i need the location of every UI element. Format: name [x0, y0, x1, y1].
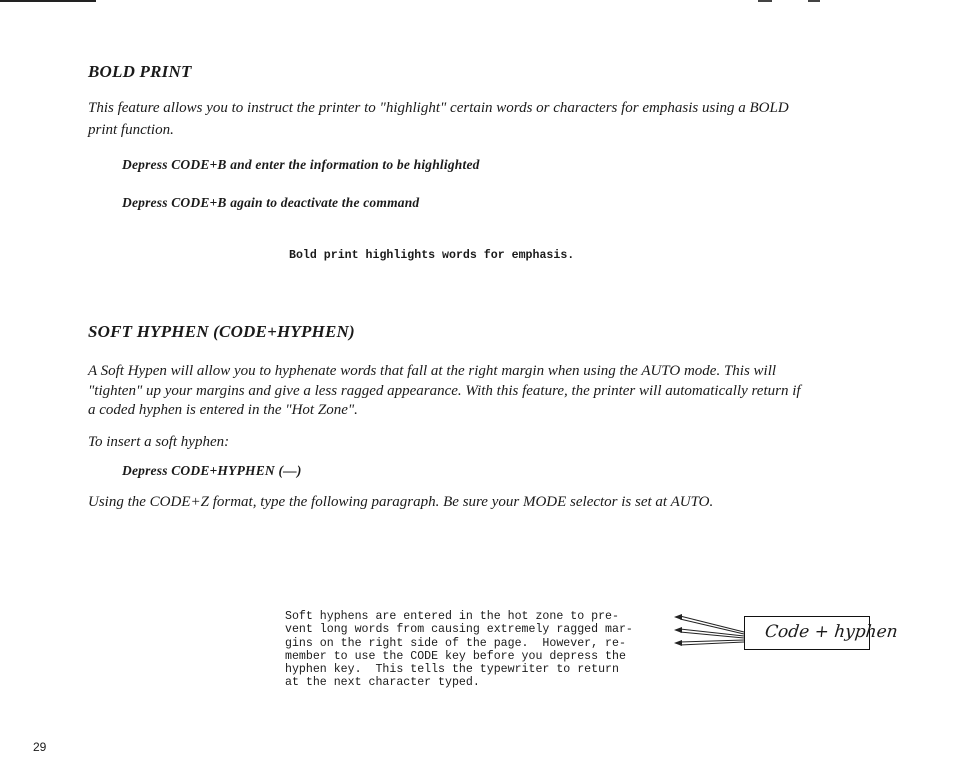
sample-paragraph	[285, 610, 633, 690]
bold-print-heading: BOLD PRINT	[88, 62, 192, 81]
sample-line: member to use the CODE key before you depress the	[285, 649, 626, 663]
bold-print-intro-line: print function.	[88, 122, 174, 138]
bold-print-step-2: Depress CODE+B again to deactivate the command	[122, 195, 420, 210]
code-hyphen-callout	[744, 616, 899, 650]
top-rule	[0, 0, 96, 2]
soft-hyphen-paragraph-line: "tighten" up your margins and give a less ragged appearance. With this feature, the printer will automatically return if	[88, 383, 801, 399]
sample-line: at the next character typed.	[285, 676, 480, 690]
bold-print-step-1: Depress CODE+B and enter the information to be highlighted	[122, 157, 480, 172]
soft-hyphen-instruction: Using the CODE+Z format, type the following paragraph. Be sure your MODE selector is set at AUTO.	[88, 494, 714, 510]
soft-hyphen-paragraph-line: a coded hyphen is entered in the "Hot Zone".	[88, 402, 358, 418]
arrow-line	[680, 619, 744, 634]
arrow-line	[680, 642, 744, 645]
soft-hyphen-heading: SOFT HYPHEN (CODE+HYPHEN)	[88, 322, 355, 341]
top-edge-mark	[758, 0, 772, 2]
arrow-head	[674, 614, 682, 620]
bold-print-example: Bold print highlights words for emphasis.	[289, 249, 575, 262]
insert-soft-hyphen-label: To insert a soft hyphen:	[88, 434, 230, 450]
soft-hyphen-paragraph-line: A Soft Hypen will allow you to hyphenate words that fall at the right margin when using the AUTO mode. This will	[88, 363, 777, 379]
sample-line: hyphen key. This tells the typewriter to return	[285, 663, 619, 677]
callout-handwritten-text: Code + hyphen	[763, 622, 899, 642]
arrow-head	[674, 627, 682, 633]
sample-line: vent long words from causing extremely ragged mar-	[285, 623, 633, 637]
soft-hyphen-step: Depress CODE+HYPHEN (—)	[122, 463, 302, 478]
sample-line: gins on the right side of the page. However, re-	[285, 636, 626, 650]
sample-line: Soft hyphens are entered in the hot zone to pre-	[285, 610, 619, 623]
arrow-line	[680, 640, 744, 642]
callout-arrows	[660, 610, 750, 656]
bold-print-intro-line: This feature allows you to instruct the printer to "highlight" certain words or characters for emphasis using a BOLD	[88, 100, 789, 116]
page-number: 29	[33, 740, 47, 754]
arrow-head	[674, 640, 682, 646]
top-edge-mark	[808, 0, 820, 2]
